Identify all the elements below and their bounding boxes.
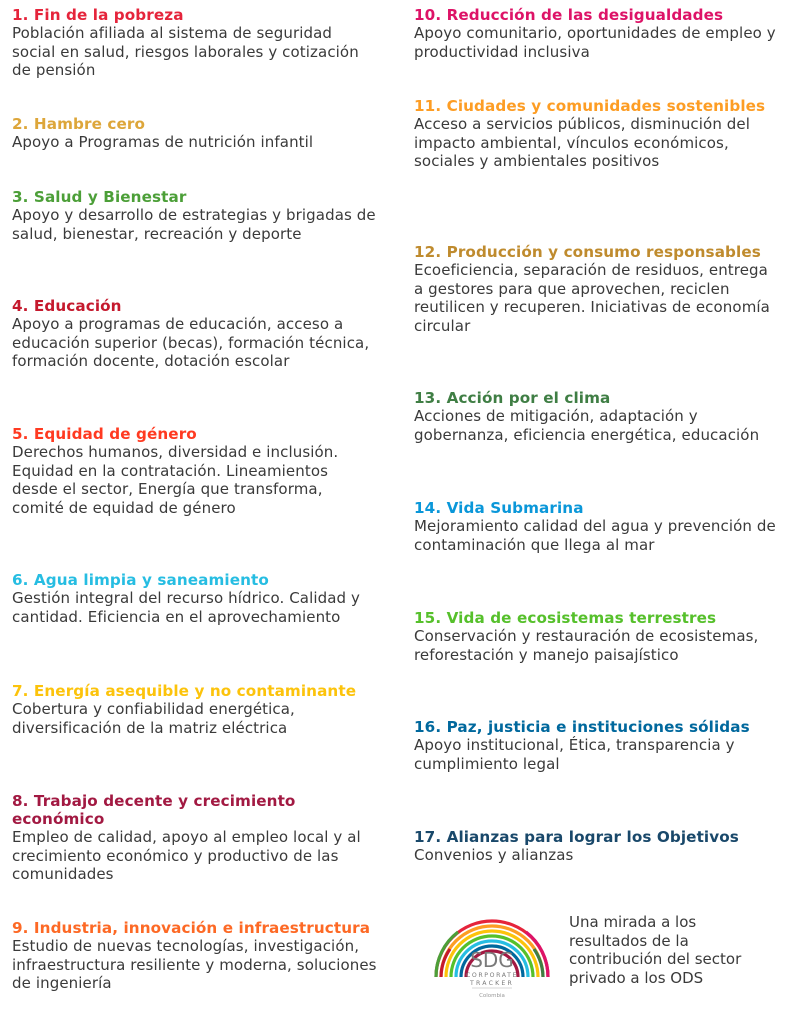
goal-description: Conservación y restauración de ecosistemas, reforestación y manejo paisajístico — [414, 627, 759, 664]
goal-12 — [414, 243, 779, 335]
goal-description: Derechos humanos, diversidad e inclusión. Equidad en la contratación. Lineamientos desde el sector, Energía que transforma, comité de equidad de género — [12, 443, 339, 517]
goal-title: 12. Producción y consumo responsables — [414, 243, 761, 261]
goal-title: 11. Ciudades y comunidades sostenibles — [414, 97, 766, 115]
goal-13 — [414, 389, 779, 444]
goal-4 — [12, 297, 377, 371]
goal-1 — [12, 6, 377, 80]
goal-title: 10. Reducción de las desigualdades — [414, 6, 724, 24]
goal-16 — [414, 718, 779, 773]
goal-title: 14. Vida Submarina — [414, 499, 584, 517]
goal-6 — [12, 571, 377, 626]
goal-description: Estudio de nuevas tecnologías, investigación, infraestructura resiliente y moderna, soluciones de ingeniería — [12, 937, 377, 992]
logo-text: SDG — [470, 948, 514, 972]
logo-sub-corporate: CORPORATE — [466, 972, 518, 979]
goal-description: Cobertura y confiabilidad energética, diversificación de la matriz eléctrica — [12, 700, 295, 737]
sdg-corporate-tracker-logo — [428, 895, 556, 1005]
goal-title: 13. Acción por el clima — [414, 389, 611, 407]
goal-description: Mejoramiento calidad del agua y prevención de contaminación que llega al mar — [414, 517, 776, 554]
goal-description: Apoyo institucional, Ética, transparencia y cumplimiento legal — [414, 736, 735, 773]
footer — [428, 895, 778, 999]
goal-description: Apoyo y desarrollo de estrategias y brigadas de salud, bienestar, recreación y deporte — [12, 206, 376, 243]
goal-5 — [12, 425, 377, 517]
goal-description: Gestión integral del recurso hídrico. Calidad y cantidad. Eficiencia en el aprovechamiento — [12, 589, 361, 626]
goal-title: 7. Energía asequible y no contaminante — [12, 682, 357, 700]
goal-2 — [12, 115, 377, 152]
goal-title: 8. Trabajo decente y crecimiento económico — [12, 792, 296, 828]
goal-title: 4. Educación — [12, 297, 122, 315]
goal-title: 6. Agua limpia y saneamiento — [12, 571, 269, 589]
goal-15 — [414, 609, 779, 664]
goal-17 — [414, 828, 779, 865]
goal-description: Apoyo a Programas de nutrición infantil — [12, 133, 314, 151]
goal-9 — [12, 919, 377, 993]
goal-title: 5. Equidad de género — [12, 425, 197, 443]
goal-3 — [12, 188, 377, 243]
goal-11 — [414, 97, 779, 171]
goal-title: 3. Salud y Bienestar — [12, 188, 187, 206]
goal-description: Apoyo comunitario, oportunidades de empleo y productividad inclusiva — [414, 24, 776, 61]
goal-10 — [414, 6, 779, 61]
goal-8 — [12, 792, 377, 884]
goal-title: 2. Hambre cero — [12, 115, 145, 133]
goal-title: 17. Alianzas para lograr los Objetivos — [414, 828, 739, 846]
goal-description: Apoyo a programas de educación, acceso a educación superior (becas), formación técnica, formación docente, dotación escolar — [12, 315, 370, 370]
goal-title: 15. Vida de ecosistemas terrestres — [414, 609, 717, 627]
goal-title: 9. Industria, innovación e infraestructura — [12, 919, 371, 937]
goal-title: 16. Paz, justicia e instituciones sólidas — [414, 718, 750, 736]
logo-sub-country: Colombia — [479, 993, 505, 999]
logo-sub-tracker: TRACKER — [470, 980, 514, 987]
goal-description: Población afiliada al sistema de seguridad social en salud, riesgos laborales y cotización de pensión — [12, 24, 359, 79]
goal-7 — [12, 682, 377, 737]
tagline: Una mirada a los resultados de la contribución del sector privado a los ODS — [569, 913, 742, 987]
goal-description: Acceso a servicios públicos, disminución del impacto ambiental, vínculos económicos, sociales y ambientales positivos — [414, 115, 751, 170]
goal-description: Empleo de calidad, apoyo al empleo local y al crecimiento económico y productivo de las comunidades — [12, 828, 361, 883]
goal-14 — [414, 499, 779, 554]
goal-description: Ecoeficiencia, separación de residuos, entrega a gestores para que aprovechen, reciclen reutilicen y recuperen. Iniciativas de economía circular — [414, 261, 770, 335]
goal-description: Convenios y alianzas — [414, 846, 574, 864]
goal-description: Acciones de mitigación, adaptación y gobernanza, eficiencia energética, educación — [414, 407, 760, 444]
goal-title: 1. Fin de la pobreza — [12, 6, 184, 24]
